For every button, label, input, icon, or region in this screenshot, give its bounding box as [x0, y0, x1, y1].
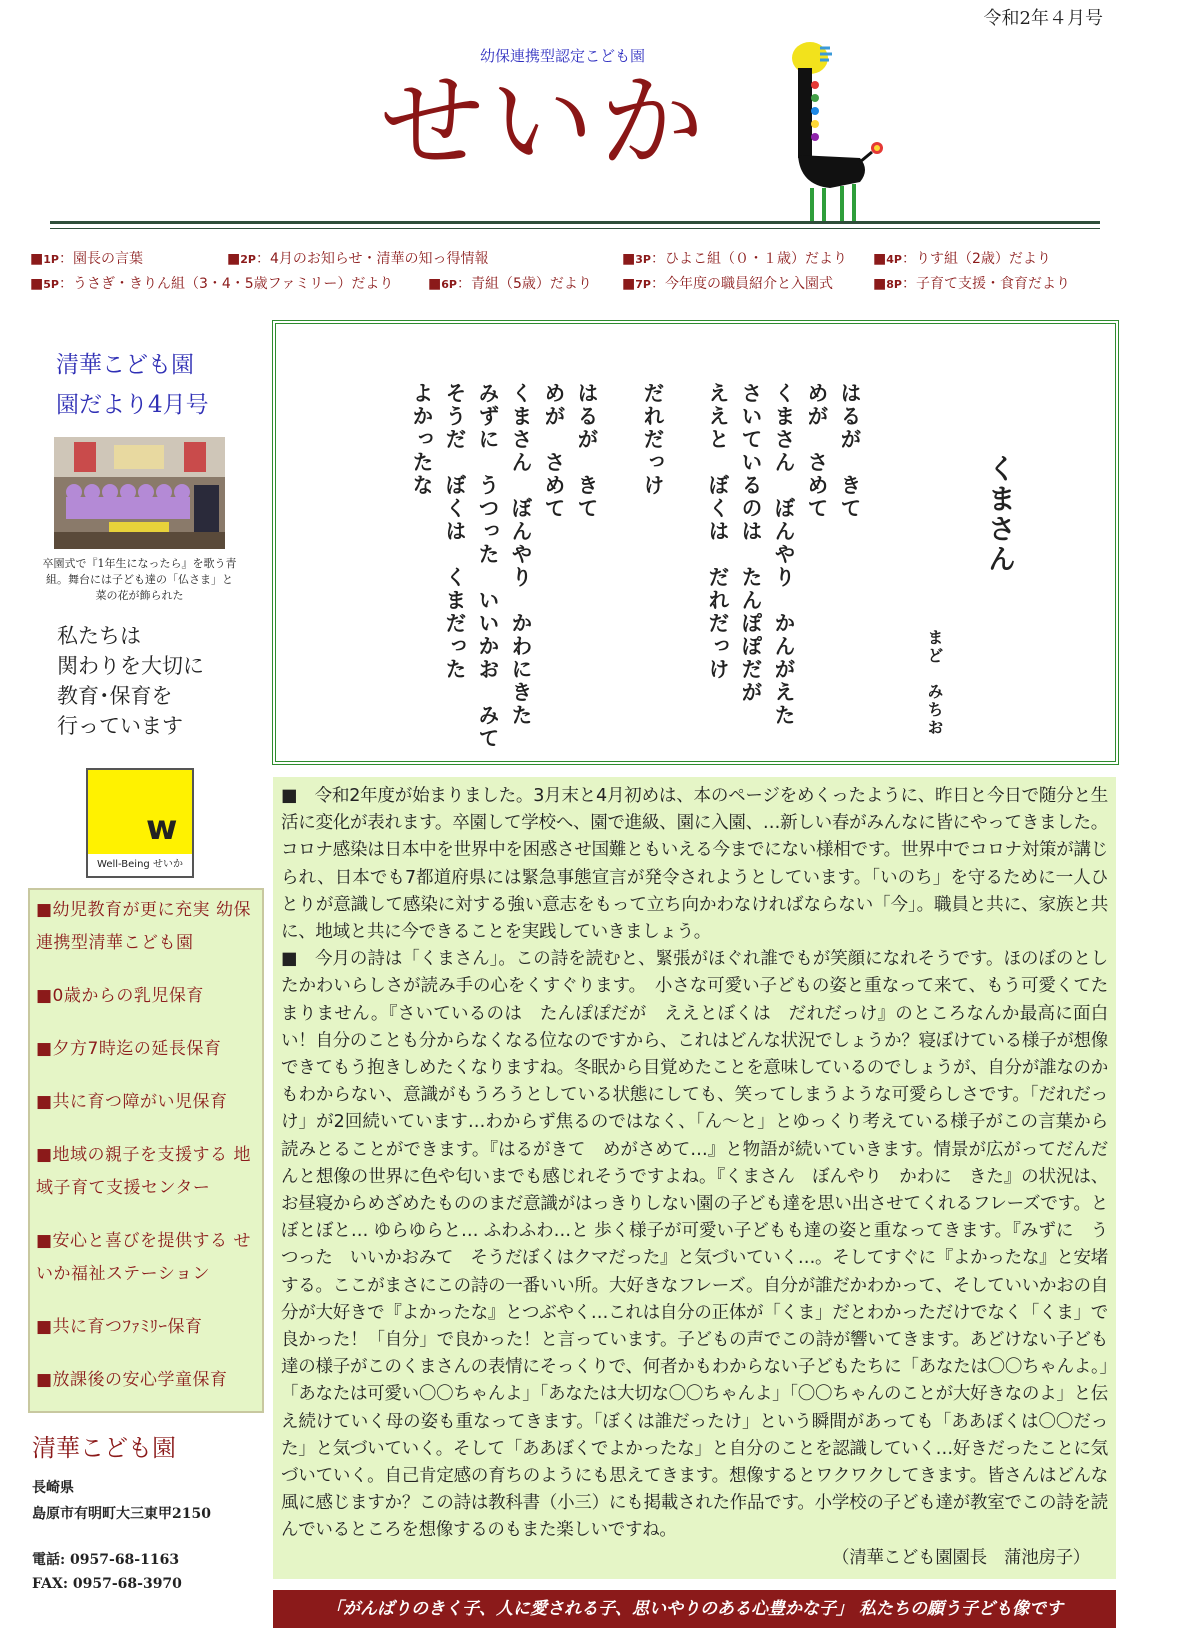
poem-line: さいているのは たんぽぽだが — [739, 382, 763, 704]
header-rule — [50, 221, 1100, 224]
poem-box — [272, 320, 1119, 765]
school-address: 島原市有明町大三東甲2150 — [32, 1506, 211, 1522]
philosophy-line: 関わりを大切に — [57, 654, 204, 678]
poem-line: そうだ ぼくは くまだった — [443, 382, 467, 681]
feature-item: ■共に育つ障がい児保育 — [36, 1092, 228, 1112]
toc-item-7: ■7P：今年度の職員紹介と入園式 — [622, 276, 833, 292]
school-phone: 電話: 0957-68-1163 — [32, 1552, 180, 1568]
poem-line: はるが きて — [575, 382, 599, 520]
toc-item-2: ■2P：4月のお知らせ・清華の知っ得情報 — [227, 251, 489, 267]
feature-item: ■地域の親子を支援する 地域子育て支援センター — [36, 1145, 251, 1198]
features-panel — [28, 888, 264, 1413]
feature-item: ■0歳からの乳児保育 — [36, 986, 204, 1006]
header-rule-thin — [50, 228, 1100, 229]
poem-author: まど みちお — [925, 629, 944, 737]
philosophy-line: 行っています — [57, 714, 183, 738]
issue-date: 令和2年４月号 — [983, 8, 1103, 29]
school-fax: FAX: 0957-68-3970 — [32, 1576, 182, 1592]
photo-caption: 卒園式で『1年生になったら』を歌う青組。舞台には子ども達の「仏さま」と菜の花が飾られた — [42, 557, 237, 602]
poem-line: みずに うつった いいかお みて — [476, 382, 500, 750]
sidebar-heading-line2: 園だより4月号 — [56, 392, 209, 418]
giraffe-illustration — [790, 40, 920, 225]
philosophy-statement — [57, 621, 204, 741]
feature-item: ■共に育つﾌｧﾐﾘｰ保育 — [36, 1317, 203, 1337]
toc-item-4: ■4P：りす組（2歳）だより — [873, 251, 1051, 267]
toc-item-1: ■1P：園長の言葉 — [30, 251, 143, 267]
article-paragraph: ■ 今月の詩は「くまさん」。この詩を読むと、緊張がほぐれ誰でもが笑顔になれそうです。ほのぼのとしたかわいらしさが読み手の心をくすぐります。 小さな可愛い子どもの姿と重なって来て、もう可愛くてたまりません。『さいているのは たんぽぽだが ええとぼくは だれだっけ』のところなんか最高に面白い！自分のことも分からなくなる位なのですから、これはどんな状況でしょうか？寝ぼけている様子が想像できてもう抱きしめたくなりますね。冬眠から目覚めたことを意味しているのでしょうが、自分が誰なのかもわからない、意識がもうろうとしている状態にしても、笑ってしまうような可愛らしさです。「だれだっけ」が2回続いています…わからず焦るのではなく、「ん～と」とゆっくり考えている様子がこの言葉から読みとることができます。『はるがきて めがさめて…』と物語が続いていきます。情景が広がってだんだんと想像の世界に色や匂いまでも感じれそうですよね。『くまさん ぼんやり かわに きた』の状況は、お昼寝からめざめたもののまだ意識がはっきりしない園の子ども達を思い出させてくれるフレーズです。とぼとぼと… ゆらゆらと… ふわふわ…と 歩く様子が可愛い子どもも達の姿と重なってきます。『みずに うつった いいかおみて そうだぼくはクマだった』と気づいていく…。そしてすぐに『よかったな』と安堵する。ここがまさにこの詩の一番いい所。大好きなフレーズ。自分が誰だかわかって、そしていいかおの自分が大好きで『よかったな』とつぶやく…これは自分の正体が「くま」だとわかっただけでなく「くま」で良かった！「自分」で良かった！と言っています。子どもの声でこの詩が響いてきます。あどけない子ども達の様子がこのくまさんの表情にそっくりで、何者かもわからない子どもたちに「あなたは〇〇ちゃんよ。」「あなたは可愛い〇〇ちゃんよ」「あなたは大切な〇〇ちゃんよ」「〇〇ちゃんのことが大好きなのよ」と伝え続けていく母の姿も重なってきます。「ぼくは誰だったけ」という瞬間があっても「ああぼくは〇〇だった」と気づいていく。そして「ああぼくでよかったな」と自分のことを認識していく…好きだったことに気づいていく。自己肯定感の育ちのようにも思えてきます。想像するとワクワクしてきます。皆さんはどんな風に感じますか？この詩は教科書（小三）にも掲載された作品です。小学校の子ども達が教室でこの詩を読んでいるところを想像するのもまた楽しいですね。 — [281, 949, 1108, 1541]
philosophy-line: 教育･保育を — [57, 684, 173, 708]
poem-line: めが さめて — [542, 382, 566, 520]
logo-text: Well-Being せいか — [88, 854, 192, 876]
article-paragraph: ■ 令和2年度が始まりました。3月末と4月初めは、本のページをめくったように、昨日と今日で随分と生活に変化が表れます。卒園して学校へ、園で進級、園に入園、…新しい春がみんなに皆にやってきました。コロナ感染は日本中を世界中を困惑させ国難ともいえる今までにない様相です。世界中でコロナ対策が講じられ、日本でも7都道府県には緊急事態宣言が発令されようとしています。「いのち」を守るために一人ひとりが意識して感染に対する強い意志をもって立ち向かわなければならない「今」。職員と共に、家族と共に、地域と共に今できることを実践していきましょう。 — [281, 786, 1108, 943]
article-signature: （清華こども園園長 蒲池房子） — [832, 1547, 1090, 1568]
motto-banner: 「がんばりのきく子、人に愛される子、思いやりのある心豊かな子」 私たちの願う子ども像です — [273, 1590, 1116, 1628]
sidebar-heading-line1: 清華こども園 — [56, 352, 194, 378]
feature-item: ■放課後の安心学童保育 — [36, 1370, 228, 1390]
wellbeing-logo — [86, 768, 194, 878]
toc-item-5: ■5P：うさぎ・きりん組（3・4・5歳ファミリー）だより — [30, 276, 394, 292]
poem-line: ええと ぼくは だれだっけ — [706, 382, 730, 681]
toc-item-6: ■6P：青組（5歳）だより — [428, 276, 592, 292]
poem-line: めが さめて — [805, 382, 829, 520]
toc-item-8: ■8P：子育て支援・食育だより — [873, 276, 1070, 292]
poem-line: だれだっけ — [641, 382, 665, 497]
feature-item: ■夕方7時迄の延長保育 — [36, 1039, 222, 1059]
poem-title: くまさん — [984, 454, 1017, 574]
newsletter-title: せいか — [380, 61, 711, 183]
newsletter-subtitle: 幼保連携型認定こども園 — [480, 47, 646, 65]
school-name: 清華こども園 — [32, 1434, 176, 1462]
philosophy-line: 私たちは — [57, 624, 141, 648]
sidebar-heading — [56, 345, 209, 425]
principal-message — [273, 777, 1116, 1579]
poem-line: はるが きて — [838, 382, 862, 520]
poem-line: くまさん ぼんやり かわにきた — [509, 382, 533, 727]
logo-letter: w — [146, 808, 178, 848]
poem-line: よかったな — [410, 382, 434, 497]
feature-item: ■安心と喜びを提供する せいか福祉ステーション — [36, 1231, 251, 1284]
toc-item-3: ■3P：ひよこ組（０・１歳）だより — [622, 251, 847, 267]
poem-line: くまさん ぼんやり かんがえた — [772, 382, 796, 727]
feature-item: ■幼児教育が更に充実 幼保連携型清華こども園 — [36, 900, 251, 953]
graduation-photo — [54, 437, 225, 549]
school-prefecture: 長崎県 — [32, 1480, 74, 1496]
